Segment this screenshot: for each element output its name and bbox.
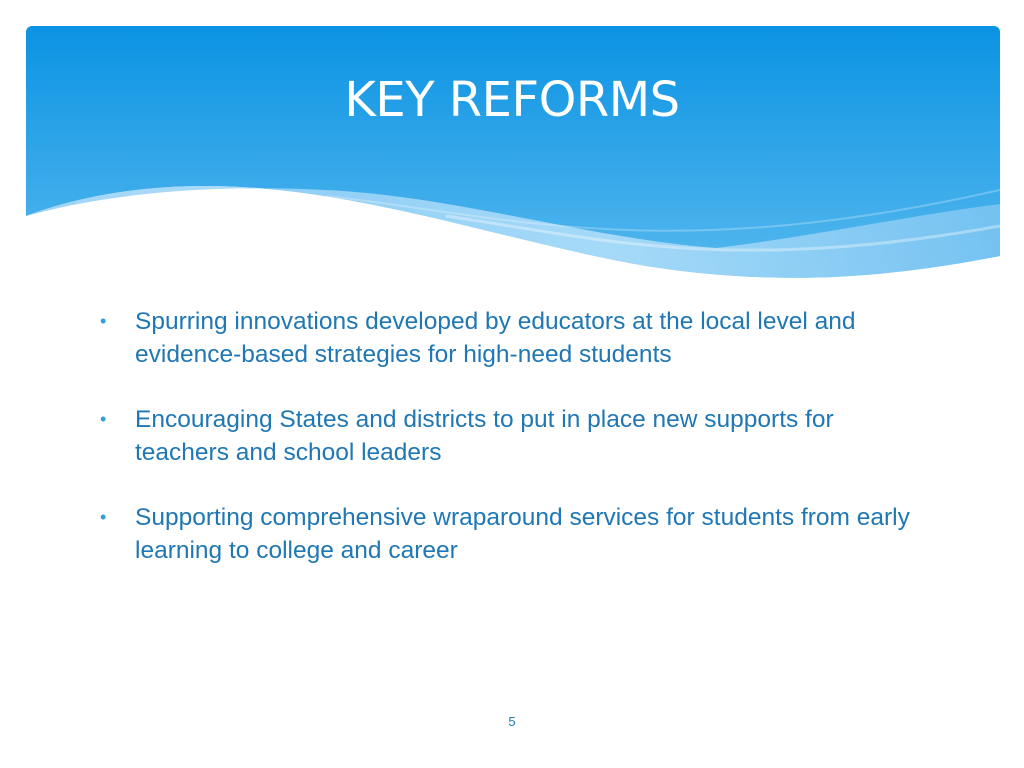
bullet-dot-icon: • xyxy=(100,311,107,331)
wave-background xyxy=(26,26,1000,286)
bullet-text: Spurring innovations developed by educators at the local level and evidence-based strategies for high-need students xyxy=(135,308,856,368)
bullet-text: Encouraging States and districts to put in place new supports for teachers and school leaders xyxy=(135,406,834,466)
page-number: 5 xyxy=(508,714,516,729)
bullet-dot-icon: • xyxy=(100,409,107,429)
bullet-list xyxy=(98,305,928,599)
bullet-text: Supporting comprehensive wraparound services for students from early learning to college and career xyxy=(135,504,910,564)
slide-title: KEY REFORMS xyxy=(344,72,680,128)
bullet-item xyxy=(98,403,928,469)
header-banner xyxy=(26,26,1000,286)
bullet-item xyxy=(98,501,928,567)
bullet-dot-icon: • xyxy=(100,507,107,527)
bullet-item xyxy=(98,305,928,371)
